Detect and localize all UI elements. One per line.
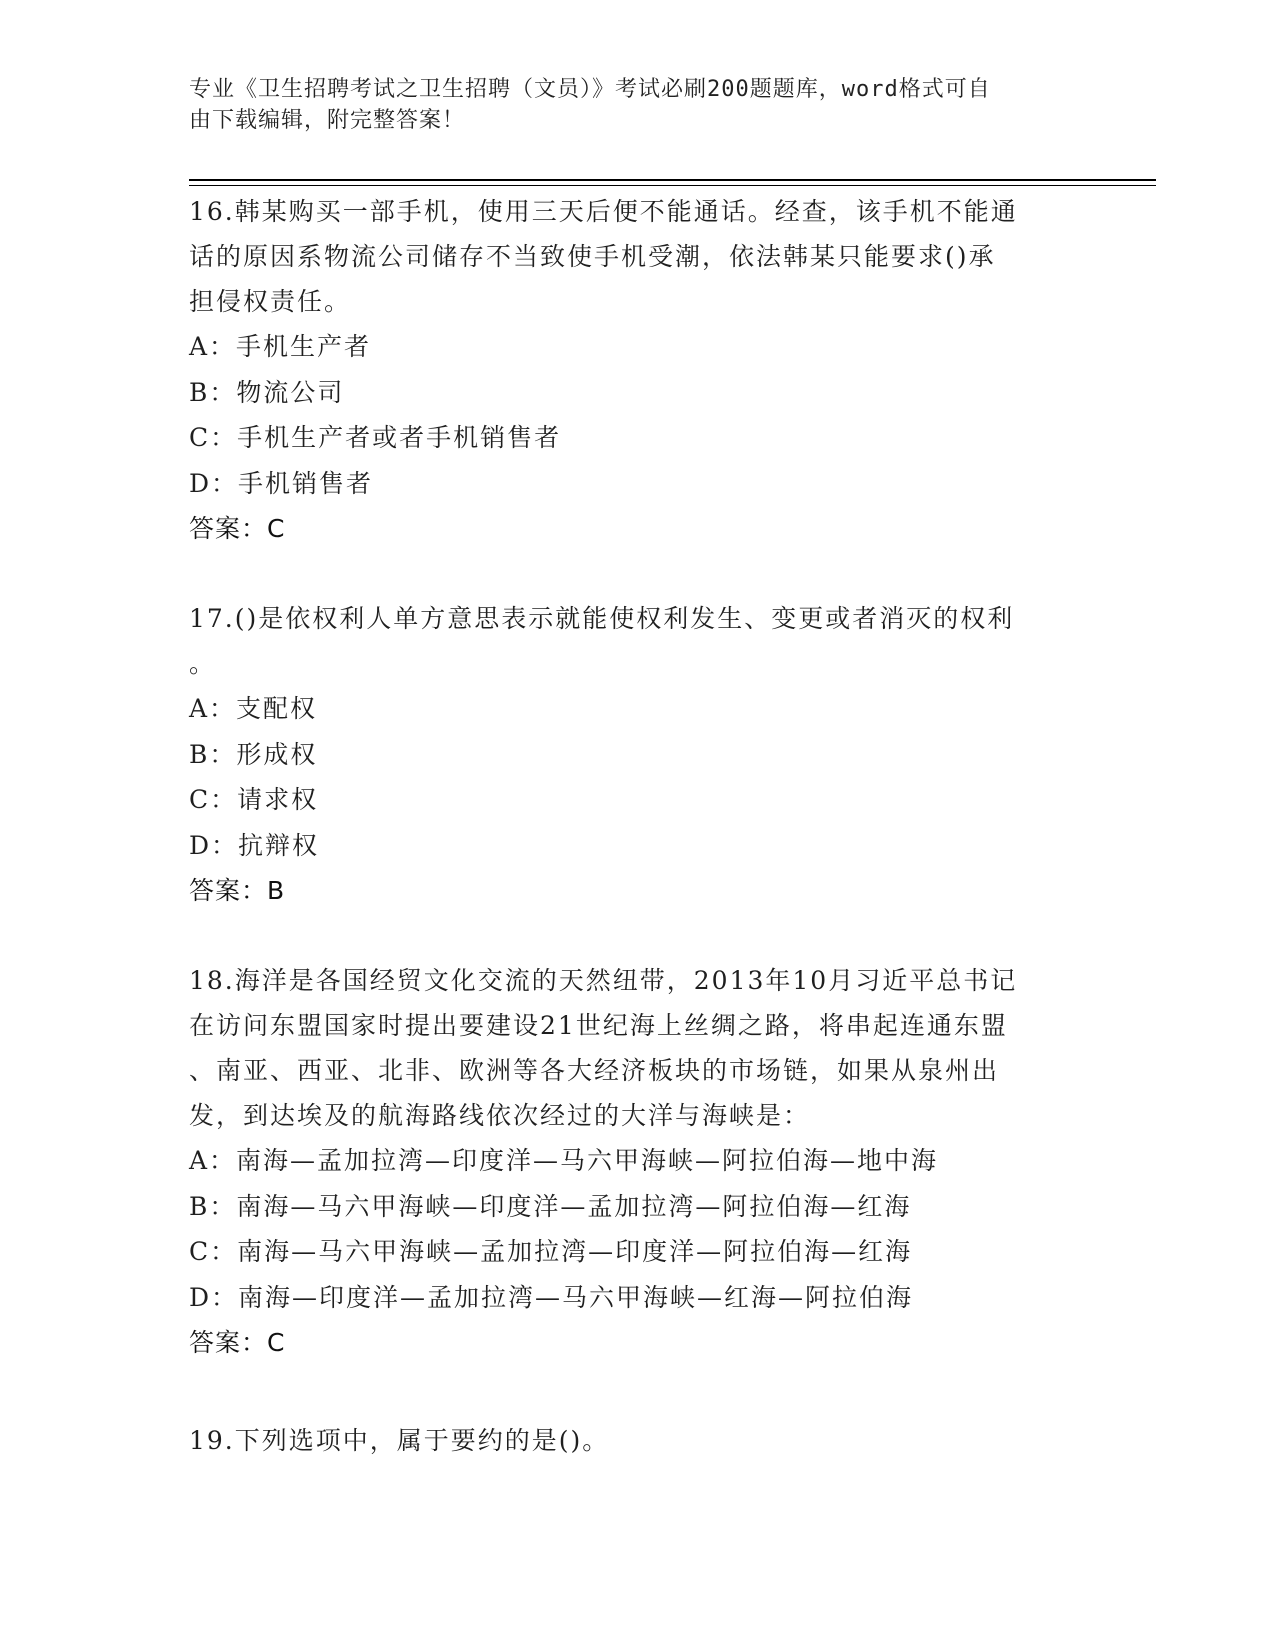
option-b: B：形成权 — [189, 739, 318, 769]
question-stem-line: 17.()是依权利人单方意思表示就能使权利发生、变更或者消灭的权利 — [189, 604, 1015, 633]
question-stem-line: 、南亚、西亚、北非、欧洲等各大经济板块的市场链，如果从泉州出 — [189, 1056, 1000, 1085]
question-19 — [189, 1418, 1079, 1463]
question-stem-line: 19.下列选项中，属于要约的是()。 — [189, 1426, 610, 1455]
answer-line: 答案：C — [189, 514, 286, 543]
option-d: D：南海—印度洋—孟加拉湾—马六甲海峡—红海—阿拉伯海 — [189, 1282, 914, 1312]
document-header — [189, 74, 1089, 136]
answer-line: 答案：B — [189, 876, 286, 905]
header-divider-thin — [189, 185, 1156, 186]
header-line-1: 专业《卫生招聘考试之卫生招聘（文员）》考试必刷200题题库，word格式可自 — [189, 77, 991, 102]
option-a: A：南海—孟加拉湾—印度洋—马六甲海峡—阿拉伯海—地中海 — [189, 1146, 939, 1175]
question-18 — [189, 958, 1079, 1365]
header-divider-thick — [189, 179, 1156, 181]
option-c: C：请求权 — [189, 785, 319, 814]
question-stem-line: 话的原因系物流公司储存不当致使手机受潮，依法韩某只能要求()承 — [189, 242, 996, 271]
option-c: C：南海—马六甲海峡—孟加拉湾—印度洋—阿拉伯海—红海 — [189, 1237, 913, 1266]
question-stem-line: 担侵权责任。 — [189, 287, 352, 316]
question-stem-line: 16.韩某购买一部手机，使用三天后便不能通话。经查，该手机不能通 — [189, 197, 1018, 226]
question-stem-line: 。 — [189, 649, 217, 678]
option-c: C：手机生产者或者手机销售者 — [189, 423, 562, 452]
option-a: A：支配权 — [189, 694, 318, 723]
option-b: B：南海—马六甲海峡—印度洋—孟加拉湾—阿拉伯海—红海 — [189, 1191, 912, 1221]
question-stem-line: 发，到达埃及的航海路线依次经过的大洋与海峡是： — [189, 1101, 811, 1130]
option-a: A：手机生产者 — [189, 332, 372, 361]
question-17 — [189, 596, 1079, 913]
option-d: D：手机销售者 — [189, 468, 374, 498]
question-stem-line: 18.海洋是各国经贸文化交流的天然纽带，2013年10月习近平总书记 — [189, 966, 1018, 995]
option-d: D：抗辩权 — [189, 830, 320, 860]
question-16 — [189, 189, 1079, 551]
question-stem-line: 在访问东盟国家时提出要建设21世纪海上丝绸之路，将串起连通东盟 — [189, 1011, 1008, 1040]
option-b: B：物流公司 — [189, 377, 345, 407]
header-line-2: 由下载编辑，附完整答案！ — [189, 108, 466, 133]
answer-line: 答案：C — [189, 1328, 286, 1357]
